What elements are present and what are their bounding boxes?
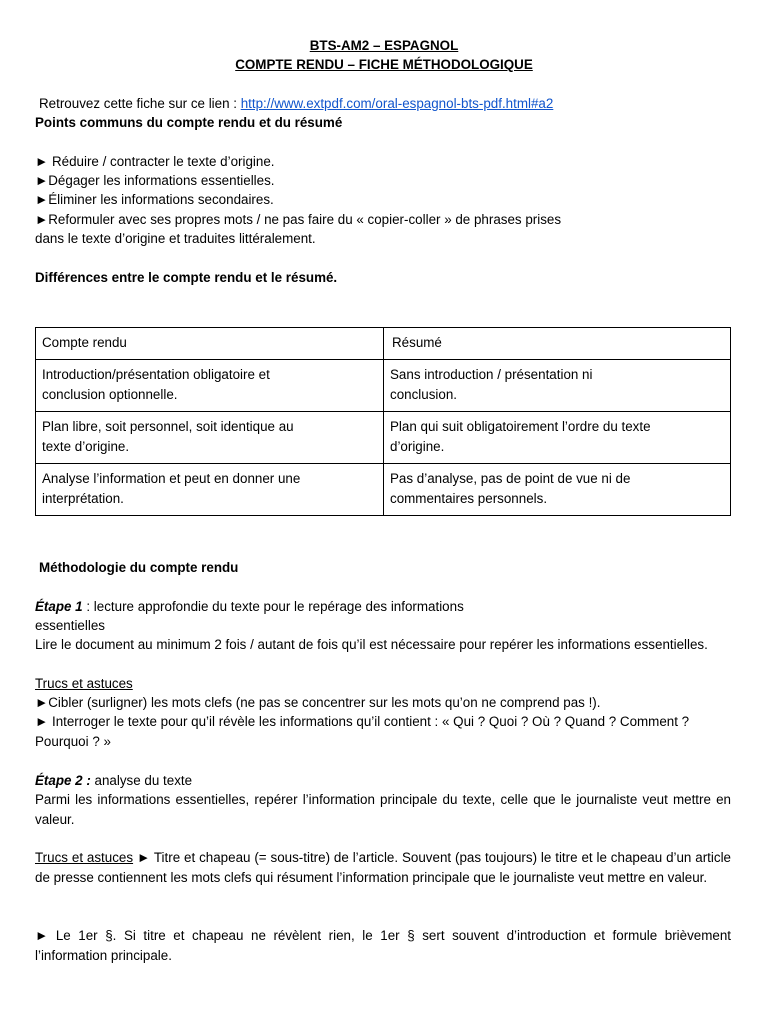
etape2-label: Étape 2 : [35,773,91,788]
etape1-paragraph: Lire le document au minimum 2 fois / autant de fois qu’il est nécessaire pour repérer les informations essentielles. [35,637,708,652]
points-communs-item: ►Dégager les informations essentielles. [35,173,275,188]
points-communs-item: ► Réduire / contracter le texte d’origine. [35,154,275,169]
points-communs-item: dans le texte d’origine et traduites littéralement. [35,231,316,246]
trucs-astuces-item: ►Cibler (surligner) les mots clefs (ne pas se concentrer sur les mots qu’on ne comprend pas !). [35,695,601,710]
intro-text: Retrouvez cette fiche sur ce lien : [39,96,241,111]
table-header-row [36,328,731,360]
etape1-text: : lecture approfondie du texte pour le repérage des informations [82,599,464,614]
trucs-astuces-heading-2: Trucs et astuces [35,850,134,865]
trucs-astuces-item-continued: Pourquoi ? » [35,734,111,749]
table-cell: Plan qui suit obligatoirement l’ordre du texte d’origine. [384,412,731,464]
etape2-line [35,771,192,790]
etape2-paragraph: Parmi les informations essentielles, repérer l’information principale du texte, celle que le journaliste veut mettre en valeur. [35,792,731,827]
premier-paragraphe-paragraph: ► Le 1er §. Si titre et chapeau ne révèlent rien, le 1er § sert souvent d’introduction et formule brièvement l’information principale. [35,928,731,963]
table-cell: Analyse l’information et peut en donner une interprétation. [36,464,384,516]
document-title-line2: COMPTE RENDU – FICHE MÉTHODOLOGIQUE [235,57,533,72]
trucs-astuces-text-2: ► Titre et chapeau (= sous-titre) de l’article. Souvent (pas toujours) le titre et le chapeau d’un article de presse contiennent les mots clefs qui résument l’information principale que le journaliste veut mettre en valeur. [35,850,731,885]
etape1-line [35,597,464,616]
table-cell: Sans introduction / présentation ni conclusion. [384,360,731,412]
comparison-table [35,327,731,516]
trucs-astuces-item: ► Interroger le texte pour qu’il révèle les informations qu’il contient : « Qui ? Quoi ? Où ? Quand ? Comment ? [35,714,690,729]
differences-heading: Différences entre le compte rendu et le résumé. [35,270,338,285]
table-cell: Pas d’analyse, pas de point de vue ni de commentaires personnels. [384,464,731,516]
table-row [36,360,731,412]
table-header-cell: Compte rendu [36,328,384,360]
fiche-link[interactable]: http://www.extpdf.com/oral-espagnol-bts-pdf.html#a2 [240,96,554,111]
trucs-astuces-heading-1: Trucs et astuces [35,676,133,691]
trucs-astuces-paragraph-2 [35,848,731,887]
etape1-text-continued: essentielles [35,618,105,633]
points-communs-item: ►Éliminer les informations secondaires. [35,192,274,207]
points-communs-heading: Points communs du compte rendu et du résumé [35,115,343,130]
table-row [36,464,731,516]
points-communs-item: ►Reformuler avec ses propres mots / ne pas faire du « copier-coller » de phrases prises [35,212,562,227]
intro-line [39,94,553,113]
methodologie-heading: Méthodologie du compte rendu [39,560,239,575]
document-title-line1: BTS-AM2 – ESPAGNOL [309,38,459,53]
etape2-text: analyse du texte [90,773,193,788]
table-cell: Plan libre, soit personnel, soit identique au texte d’origine. [36,412,384,464]
etape1-label: Étape 1 [35,599,83,614]
table-header-cell: Résumé [384,328,731,360]
table-row [36,412,731,464]
table-cell: Introduction/présentation obligatoire et conclusion optionnelle. [36,360,384,412]
